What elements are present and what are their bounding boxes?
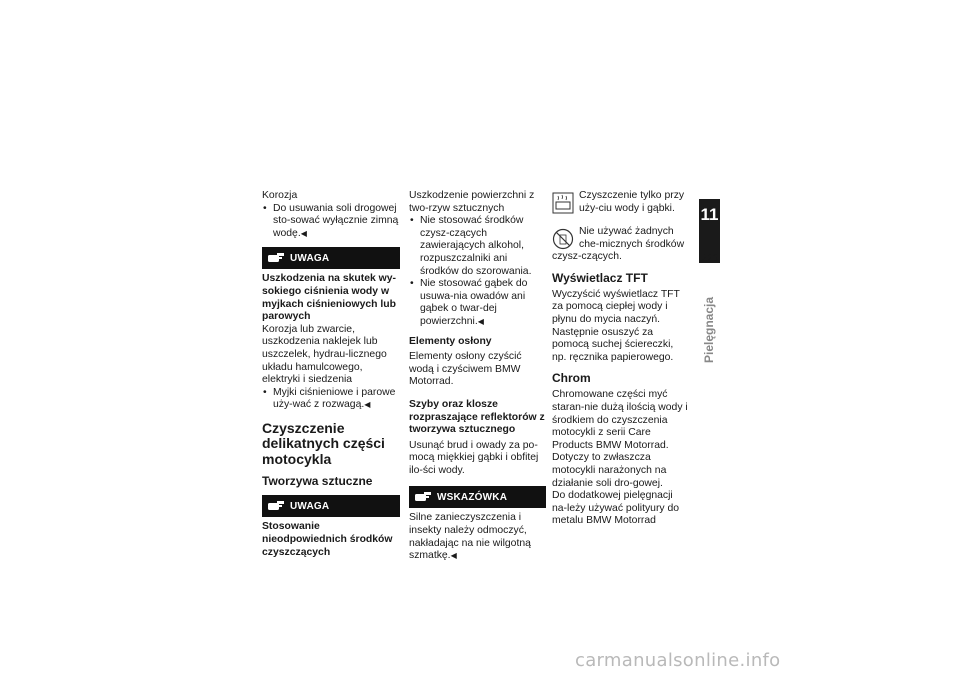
plastic-list: [409, 215, 546, 328]
tft-heading: Wyświetlacz TFT: [552, 270, 648, 285]
subsection-title: Tworzywa sztuczne: [262, 474, 373, 489]
uwaga-text: Korozja lub zwarcie, uszkodzenia naklejek lub uszczelek, hydrau-licznego układu hamulcowego, elektryki i siedzenia: [262, 323, 387, 386]
korozja-title: Korozja: [262, 190, 298, 201]
column-1: [262, 190, 400, 559]
note-1: Czyszczenie tylko przy uży-ciu wody i gąbki.: [579, 190, 685, 214]
szyby-text: Usunąć brud i owady za po-mocą miękkiej gąbki i obfitej ilo-ści wody.: [409, 439, 539, 476]
section-title: Czyszczenie delikatnych części motocykla: [262, 419, 385, 467]
osl-text: Elementy osłony czyścić wodą i czyściwem BMW Motorrad.: [409, 351, 522, 388]
korozja-bullet: Do usuwania soli drogowej sto-sować wyłącznie zimną wodę.: [273, 202, 399, 239]
uwaga-heading: Uszkodzenia na skutek wy-sokiego ciśnienia wody w myjkach ciśnieniowych lub parowych: [262, 273, 396, 323]
watermark: carmanualsonline.info: [575, 650, 781, 671]
wskazowka-text: Silne zanieczyszczenia i insekty należy odmoczyć, nakładając na nie wilgotną szmatkę.: [409, 512, 531, 562]
chrom-text-1: Chromowane części myć staran-nie dużą ilością wody i środkiem do czyszczenia motocykli z serii Care Products BMW Motorrad. Dotyczy to zwłaszcza motocykli narażonych na działanie soli dro-gowej.: [552, 389, 688, 489]
end-marker: ◀: [364, 400, 371, 410]
tft-text: Wyczyścić wyświetlacz TFT za pomocą ciepłej wody i płynu do mycia naczyń. Następnie osuszyć za pomocą suchej ściereczki, np. ręcznika papierowego.: [552, 288, 680, 363]
wskazowka-banner: [409, 486, 546, 508]
column-2: [409, 190, 546, 563]
end-marker: ◀: [300, 228, 307, 238]
chrom-heading: Chrom: [552, 371, 591, 386]
hand-warning-icon: [414, 490, 432, 504]
korozja-list: [262, 203, 400, 241]
note-sponge: [552, 190, 688, 218]
sponge-water-icon: [552, 192, 574, 214]
end-marker: ◀: [477, 316, 484, 326]
uwaga-banner-2: [262, 495, 400, 517]
bullet-text: Nie stosować środków czysz-czących zawierających alkohol, rozpuszczalniki ani środków do szorowania.: [420, 215, 532, 277]
uwaga-banner: [262, 247, 400, 269]
wskazowka-label: WSKAZÓWKA: [437, 491, 508, 503]
list-item: [262, 387, 400, 412]
column-3: [552, 190, 688, 528]
chapter-name: Pielęgnacja: [702, 296, 716, 363]
page-number: 229: [701, 253, 719, 264]
bullet-text: Nie stosować gąbek do usuwa-nia owadów ani gąbek o twar-dej powierzchni.: [420, 278, 528, 327]
osl-heading: Elementy osłony: [409, 335, 492, 347]
szyby-heading: Szyby oraz klosze rozpraszające reflektorów z tworzywa sztucznego: [409, 398, 545, 436]
uwaga-label: UWAGA: [290, 252, 330, 264]
uwaga-heading-2: Stosowanie nieodpowiednich środków czyszczących: [262, 521, 393, 558]
intro-text: Uszkodzenie powierzchni z two-rzyw sztucznych: [409, 190, 535, 214]
no-chemicals-icon: [552, 228, 574, 250]
list-item: [262, 203, 400, 241]
uwaga-label: UWAGA: [290, 500, 330, 512]
list-item: [409, 278, 546, 328]
note-no-chemicals: [552, 226, 688, 264]
chapter-number: 11: [700, 205, 719, 224]
end-marker: ◀: [450, 551, 457, 561]
list-item: [409, 215, 546, 278]
uwaga-bullet: Myjki ciśnieniowe i parowe uży-wać z rozwagą.: [273, 386, 396, 411]
uwaga-list: [262, 387, 400, 412]
hand-warning-icon: [267, 499, 285, 513]
hand-warning-icon: [267, 251, 285, 265]
note-2: Nie używać żadnych che-micznych środków czysz-czących.: [552, 226, 685, 263]
chrom-text-2: Do dodatkowej pielęgnacji na-leży używać polityury do metalu BMW Motorrad: [552, 490, 680, 527]
